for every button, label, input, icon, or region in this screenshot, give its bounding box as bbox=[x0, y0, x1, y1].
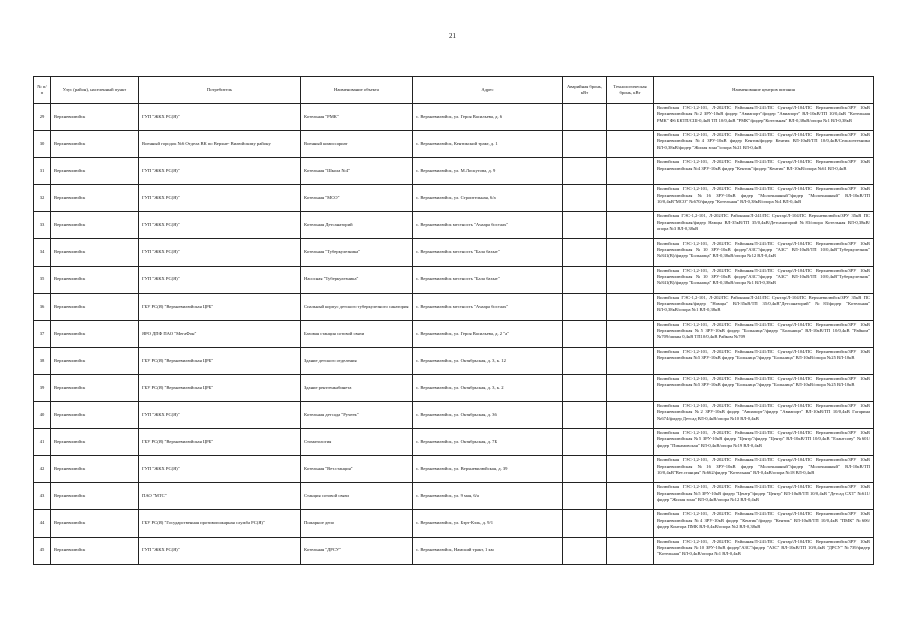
district-cell: Верхневилюйск bbox=[51, 104, 139, 131]
power-center-text: Вилюйская ГЭС-1,2-101, Л-202/ПС Районная/Л-241/ПС Сунтар/Л-104/ПС Верхневилюйск/ЗРУ 10кВ Верхневилюйская №4 ЗРУ-10кВ фидер Кентик/фидер Кентик ВЛ-10кВ/ТП 10/0,4кВ/Сельхозтехника ВЛ-0,38кВ/фидер "Жилая зона"/опора №21 ВЛ-0,4кВ bbox=[657, 132, 870, 150]
power-center-cell bbox=[654, 429, 874, 456]
object-name-cell: Котельная "Туберкулезника" bbox=[301, 239, 413, 266]
object-name-cell: Котельная "ДРСУ" bbox=[301, 537, 413, 564]
consumer-cell: ГБУ РС(Я) "Государственная противопожарная служба РС(Я)" bbox=[139, 510, 301, 537]
district-cell: Верхневилюйск bbox=[51, 374, 139, 401]
table-row bbox=[34, 347, 874, 374]
power-center-cell bbox=[654, 266, 874, 293]
address-cell: с. Верхневилюйск, ул. Бэрт-Кэль, д. 9/1 bbox=[413, 510, 563, 537]
row-number-cell: 36 bbox=[34, 293, 51, 320]
technological-reserve-cell bbox=[607, 429, 654, 456]
emergency-reserve-cell bbox=[563, 429, 607, 456]
district-cell: Верхневилюйск bbox=[51, 402, 139, 429]
row-number-cell: 45 bbox=[34, 537, 51, 564]
row-number-cell: 33 bbox=[34, 212, 51, 239]
table-row bbox=[34, 483, 874, 510]
emergency-reserve-cell bbox=[563, 104, 607, 131]
technological-reserve-cell bbox=[607, 320, 654, 347]
address-cell: с. Верхневилюйск, ул. М.Лоскутова, д. 9 bbox=[413, 158, 563, 185]
emergency-reserve-cell bbox=[563, 185, 607, 212]
address-cell: с. Верхневилюйск, ул. Строительная, 6/а bbox=[413, 185, 563, 212]
district-cell: Верхневилюйск bbox=[51, 185, 139, 212]
address-cell: с. Верхневилюйск местность "Бала бахыт" bbox=[413, 266, 563, 293]
table-row bbox=[34, 104, 874, 131]
technological-reserve-cell bbox=[607, 104, 654, 131]
consumer-cell: ГУП "ЖКХ РС(Я)" bbox=[139, 104, 301, 131]
technological-reserve-cell bbox=[607, 293, 654, 320]
power-center-text: Вилюйская ГЭС-1,2-101, Л-202/ПС Районная/Л-241/ПС Сунтар/Л-104/ПС Верхневилюйск/ЗРУ 10кВ Верхневилюйская №4 ЗРУ-10кВ фидер "Кентик"/фидер "Кентик" ВЛ-10кВ/ТП 10/0,4кВ "ПМК" №606/фидер Контора ПМК ВЛ-0,4кВ/опора №2 ВЛ-0,38кВ bbox=[657, 511, 870, 530]
power-center-text: Вилюйская ГЭС-1,2-101, Л-202/ПС Районная/Л-241/ПС Сунтар/Л-104/ПС Верхневилюйск/ЗРУ 35кВ ПС Верхневилюйская/фидер "Намцы" ВЛ-35кВ/ТП 35/0,4кВ"Детсанаторий" №83/фидер "Котельная" ВЛ-0,38кВ/опора №1 ВЛ-0,38кВ bbox=[657, 294, 870, 313]
row-number-cell: 35 bbox=[34, 266, 51, 293]
consumer-cell: ГУП "ЖКХ РС(Я)" bbox=[139, 185, 301, 212]
power-center-text: Вилюйская ГЭС-1,2-101, Л-202/ПС Районная/Л-241/ПС Сунтар/Л-104/ПС Верхневилюйск/ЗРУ 10кВ Верхневилюйская №5 ЗРУ-10кВ фидер "Больница"/фидер "Больница" ВЛ-10кВ/опора №25 ВЛ-10кВ bbox=[657, 348, 870, 361]
district-cell: Верхневилюйск bbox=[51, 266, 139, 293]
power-center-cell bbox=[654, 185, 874, 212]
emergency-reserve-cell bbox=[563, 239, 607, 266]
technological-reserve-cell bbox=[607, 402, 654, 429]
object-name-cell: Котельная "РМК" bbox=[301, 104, 413, 131]
emergency-reserve-cell bbox=[563, 347, 607, 374]
power-center-cell bbox=[654, 483, 874, 510]
object-name-cell: Котельная "Школа №4" bbox=[301, 158, 413, 185]
row-number-cell: 43 bbox=[34, 483, 51, 510]
table-row bbox=[34, 456, 874, 483]
emergency-reserve-cell bbox=[563, 510, 607, 537]
technological-reserve-cell bbox=[607, 212, 654, 239]
technological-reserve-cell bbox=[607, 456, 654, 483]
header-emergency-reserve: Аварийная бронь, кВт bbox=[563, 77, 607, 104]
table-row bbox=[34, 158, 874, 185]
address-cell: с. Верхневилюйск, ул. Героя Васильева, д. 6 bbox=[413, 104, 563, 131]
table-row bbox=[34, 212, 874, 239]
row-number-cell: 32 bbox=[34, 185, 51, 212]
district-cell: Верхневилюйск bbox=[51, 347, 139, 374]
emergency-reserve-cell bbox=[563, 374, 607, 401]
row-number-cell: 44 bbox=[34, 510, 51, 537]
technological-reserve-cell bbox=[607, 266, 654, 293]
technological-reserve-cell bbox=[607, 185, 654, 212]
table-row bbox=[34, 537, 874, 564]
emergency-reserve-cell bbox=[563, 131, 607, 158]
power-center-cell bbox=[654, 402, 874, 429]
table-row bbox=[34, 266, 874, 293]
district-cell: Верхневилюйск bbox=[51, 131, 139, 158]
address-cell: с. Верхневилюйск, ул. 9 мая, 6/а bbox=[413, 483, 563, 510]
object-name-cell: Насосная "Туберкулезника" bbox=[301, 266, 413, 293]
table-row bbox=[34, 374, 874, 401]
power-center-text: Вилюйская ГЭС-1,2-101, Л-202/ПС Районная/Л-241/ПС Сунтар/Л-104/ПС Верхневилюйск/ЗРУ 10кВ Верхневилюйская №2 ЗРУ-10кВ фидер "Авиапорт"/фидер "Авиапорт" ВЛ-10кВ/ТП 10/0,4кВ "Котельная РМК" Ф6 БКТП/СШ-0,4кВ ТП 10/0,4кВ "РМК"/фидер"Котельная" ВЛ-0,38кВ/опора №1 ВЛ-0,38кВ bbox=[657, 105, 870, 123]
address-cell: с. Верхневилюйск местность "Ачаара бостаах" bbox=[413, 293, 563, 320]
object-name-cell: Котельная "Вет.станция" bbox=[301, 456, 413, 483]
row-number-cell: 34 bbox=[34, 239, 51, 266]
address-cell: с. Верхневилюйск, Намский тракт, 1 км bbox=[413, 537, 563, 564]
header-power-centers: Наименование центров питания bbox=[654, 77, 874, 104]
technological-reserve-cell bbox=[607, 347, 654, 374]
address-cell: с. Верхневилюйск, ул. Октябрьская, д. 3, к. 2 bbox=[413, 374, 563, 401]
district-cell: Верхневилюйск bbox=[51, 537, 139, 564]
consumer-cell: ЯРО ДПФ ПАО "МегаФон" bbox=[139, 320, 301, 347]
address-cell: с. Верхневилюйск, ул. Героя Васильева, д. 2 "а" bbox=[413, 320, 563, 347]
object-name-cell: Станция сотовой связи bbox=[301, 483, 413, 510]
header-consumer: Потребитель bbox=[139, 77, 301, 104]
emergency-reserve-cell bbox=[563, 320, 607, 347]
emergency-reserve-cell bbox=[563, 456, 607, 483]
table-row bbox=[34, 239, 874, 266]
row-number-cell: 40 bbox=[34, 402, 51, 429]
technological-reserve-cell bbox=[607, 537, 654, 564]
consumer-cell: ГБУ РС(Я) "Верхневилюйская ЦРБ" bbox=[139, 374, 301, 401]
table-row bbox=[34, 293, 874, 320]
consumer-cell: ГБУ РС(Я) "Верхневилюйская ЦРБ" bbox=[139, 347, 301, 374]
power-center-text: Вилюйская ГЭС-1,2-101, Л-202/ПС Районная/Л-241/ПС Сунтар/Л-104/ПС Верхневилюйск/ЗРУ 10кВ Верхневилюйская №5 ЗРУ-10кВ фидер "Больница"/фидер "Больница" ВЛ-10кВ/опора №25 ВЛ-10кВ bbox=[657, 375, 870, 388]
power-center-text: Вилюйская ГЭС-1,2-101, Л-202/ПС Районная/Л-241/ПС Сунтар/Л-104/ПС Верхневилюйск/ЗРУ 10кВ Верхневилюйская №2 ЗРУ-10кВ фидер "Авиапорт"/фидер "Авиапорт" ВЛ-10кВ/ТП 10/0,4кВ Гагарина №674/фидер Детсад ВЛ-0,4кВ/опора №10 ВЛ-0,4кВ bbox=[657, 403, 870, 421]
power-center-cell bbox=[654, 293, 874, 320]
row-number-cell: 42 bbox=[34, 456, 51, 483]
district-cell: Верхневилюйск bbox=[51, 510, 139, 537]
row-number-cell: 41 bbox=[34, 429, 51, 456]
address-cell: с. Верхневилюйск, ул. Верхневилюйская, д. 39 bbox=[413, 456, 563, 483]
emergency-reserve-cell bbox=[563, 212, 607, 239]
district-cell: Верхневилюйск bbox=[51, 320, 139, 347]
power-center-cell bbox=[654, 320, 874, 347]
row-number-cell: 30 bbox=[34, 131, 51, 158]
power-center-text: Вилюйская ГЭС-1,2-101, Л-202/ПС Районная/Л-241/ПС Сунтар/Л-104/ПС Верхневилюйск/ЗРУ 10кВ Верхневилюйская №16 ЗРУ-10кВ фидер "Молочнаяный"/фидер "Молочнаяный" ВЛ-10кВ/ТП 10/0,4кВ"МСО" №670/фидер "Котельная" ВЛ-0,38кВ/опора №4 ВЛ-0,4кВ bbox=[657, 186, 870, 204]
table-row bbox=[34, 320, 874, 347]
address-cell: с. Верхневилюйск местность "Бала бахыт" bbox=[413, 239, 563, 266]
emergency-reserve-cell bbox=[563, 158, 607, 185]
row-number-cell: 29 bbox=[34, 104, 51, 131]
table-header-row bbox=[34, 77, 874, 104]
header-address: Адрес bbox=[413, 77, 563, 104]
table-row bbox=[34, 185, 874, 212]
table-row bbox=[34, 131, 874, 158]
technological-reserve-cell bbox=[607, 131, 654, 158]
consumer-cell: Военный городок №6 Отдела ВК по Верхне- Вилюйскому району bbox=[139, 131, 301, 158]
power-center-text: Вилюйская ГЭС-1,2-101, Л-202/ПС Районная/Л-241/ПС Сунтар/Л-104/ПС Верхневилюйск/ЗРУ 10кВ Верхневилюйская №5 ЗРУ-10кВ фидер "Центр"/фидер "Центр" ВЛ-10кВ/ТП 10/0,4кВ "Детсад СХТ" №611/фидер "Жилая зона" ВЛ-0,4кВ/опора №12 ВЛ-0,4кВ bbox=[657, 484, 870, 502]
header-object-name: Наименование объекта bbox=[301, 77, 413, 104]
address-cell: с. Верхневилюйск, ул. Октябрьская, д. 3, к. 12 bbox=[413, 347, 563, 374]
power-center-cell bbox=[654, 347, 874, 374]
district-cell: Верхневилюйск bbox=[51, 239, 139, 266]
address-cell: с. Верхневилюйск, ул. Октябрьская, д. 36 bbox=[413, 402, 563, 429]
power-supply-table bbox=[33, 76, 874, 565]
power-center-cell bbox=[654, 374, 874, 401]
consumer-cell: ГУП "ЖКХ РС(Я)" bbox=[139, 212, 301, 239]
technological-reserve-cell bbox=[607, 374, 654, 401]
power-center-cell bbox=[654, 537, 874, 564]
power-center-text: Вилюйская ГЭС-1,2-101, Л-202/ПС Районная/Л-241/ПС Сунтар/Л-104/ПС Верхневилюйск/ЗРУ 10кВ Верхневилюйская №10 ЗРУ-10кВ фидер"АЗС"/фидер "АЗС" ВЛ-10кВ/ТП 10/0,4кВ "ДРСУ" №739/фидер "Котельная" ВЛ-0,4кВ/опора №1 ВЛ-0,4кВ bbox=[657, 538, 870, 557]
row-number-cell: 37 bbox=[34, 320, 51, 347]
object-name-cell: Военный комиссариат bbox=[301, 131, 413, 158]
page-number: 21 bbox=[449, 32, 456, 40]
power-center-cell bbox=[654, 212, 874, 239]
power-center-cell bbox=[654, 510, 874, 537]
power-center-text: Вилюйская ГЭС-1,2-101, Л-202/ПС Районная/Л-241/ПС Сунтар/Л-104/ПС Верхневилюйск/ЗРУ 10кВ Верхневилюйская №16 ЗРУ-10кВ фидер "Молочнаяный"/фидер "Молочнаяный" ВЛ-10кВ/ТП 10/0,4кВ"Вет.станция" №662/фидер "Котельная" ВЛ-0,4кВ/опора №18 ВЛ-0,4кВ bbox=[657, 457, 870, 475]
address-cell: с. Верхневилюйск, ул. Октябрьская, д. 7Б bbox=[413, 429, 563, 456]
power-center-text: Вилюйская ГЭС-1,2-101, Л-202/ПС Районная/Л-241/ПС Сунтар/Л-104/ПС Верхневилюйск/ЗРУ 10кВ Верхневилюйская №5 ЗРУ-10кВ фидер "Больница"/фидер "Больница" ВЛ-10кВ/ТП 10/0,4кВ "Райком" №709/шины 0,4кВ ТП10/0,4кВ Райком №709 bbox=[657, 321, 870, 340]
table-row bbox=[34, 510, 874, 537]
technological-reserve-cell bbox=[607, 158, 654, 185]
object-name-cell: Здание детского отделения bbox=[301, 347, 413, 374]
power-center-text: Вилюйская ГЭС-1,2-101, Л-202/ПС Районная/Л-241/ПС Сунтар/Л-104/ПС Верхневилюйск/ЗРУ 35кВ ПС Верхневилюйская/фидер Намцы ВЛ-35кВ/ТП 35/0,4кВ/Детсанаторий №83/опора Котельная ВЛ-0,38кВ/опора №3 ВЛ-0,38кВ bbox=[657, 213, 870, 232]
header-number: № п/п bbox=[34, 77, 51, 104]
power-center-cell bbox=[654, 131, 874, 158]
consumer-cell: ГУП "ЖКХ РС(Я)" bbox=[139, 239, 301, 266]
consumer-cell: ГУП "ЖКХ РС(Я)" bbox=[139, 158, 301, 185]
table-row bbox=[34, 402, 874, 429]
emergency-reserve-cell bbox=[563, 266, 607, 293]
district-cell: Верхневилюйск bbox=[51, 293, 139, 320]
district-cell: Верхневилюйск bbox=[51, 212, 139, 239]
object-name-cell: Здание рентгенкабинета bbox=[301, 374, 413, 401]
power-center-text: Вилюйская ГЭС-1,2-101, Л-202/ПС Районная/Л-241/ПС Сунтар/Л-104/ПС Верхневилюйск/ЗРУ 10кВ Верхневилюйская №10 ЗРУ-10кВ фидер"АЗС"/фидер "АЗС" ВЛ-10кВ/ТП 10/0,4кВ"Туберкулезник" №841(В)/фидер "Больница" ВЛ-0,38кВ/опора №12 ВЛ-0,4кВ bbox=[657, 240, 870, 259]
power-center-text: Вилюйская ГЭС-1,2-101, Л-202/ПС Районная/Л-241/ПС Сунтар/Л-104/ПС Верхневилюйск/ЗРУ 10кВ Верхневилюйская №5 ЗРУ-10кВ фидер "Центр"/фидер "Центр" ВЛ-10кВ/ТП 10/0,4кВ "Елантсову" №601/фидер "Пикамовская" ВЛ-0,4кВ/опора №19 ВЛ-0,4кВ bbox=[657, 430, 870, 448]
address-cell: с. Верхневилюйск местность "Ачаара бостаах" bbox=[413, 212, 563, 239]
district-cell: Верхневилюйск bbox=[51, 158, 139, 185]
table-body bbox=[34, 104, 874, 565]
district-cell: Верхневилюйск bbox=[51, 429, 139, 456]
district-cell: Верхневилюйск bbox=[51, 456, 139, 483]
object-name-cell: Котельная детсада "Ручеек" bbox=[301, 402, 413, 429]
emergency-reserve-cell bbox=[563, 537, 607, 564]
object-name-cell: Пожарное депо bbox=[301, 510, 413, 537]
technological-reserve-cell bbox=[607, 483, 654, 510]
consumer-cell: ГБУ РС(Я) "Верхневилюйская ЦРБ" bbox=[139, 429, 301, 456]
row-number-cell: 31 bbox=[34, 158, 51, 185]
header-district: Улус (район), населенный пункт bbox=[51, 77, 139, 104]
object-name-cell: Стоматология bbox=[301, 429, 413, 456]
row-number-cell: 39 bbox=[34, 374, 51, 401]
emergency-reserve-cell bbox=[563, 293, 607, 320]
object-name-cell: Базовая станция сотовой связи bbox=[301, 320, 413, 347]
district-cell: Верхневилюйск bbox=[51, 483, 139, 510]
object-name-cell: Спальный корпус детского туберкулезного санатория bbox=[301, 293, 413, 320]
consumer-cell: ПАО "МТС" bbox=[139, 483, 301, 510]
power-center-text: Вилюйская ГЭС-1,2-101, Л-202/ПС Районная/Л-241/ПС Сунтар/Л-104/ПС Верхневилюйск/ЗРУ 10кВ Верхневилюйская №4 ЗРУ-10кВ фидер "Кентик"/фидер "Кентик" ВЛ-10кВ/опора №61 ВЛ-0,4кВ bbox=[657, 159, 870, 171]
table-row bbox=[34, 429, 874, 456]
consumer-cell: ГУП "ЖКХ РС(Я)" bbox=[139, 456, 301, 483]
row-number-cell: 38 bbox=[34, 347, 51, 374]
power-center-text: Вилюйская ГЭС-1,2-101, Л-202/ПС Районная/Л-241/ПС Сунтар/Л-104/ПС Верхневилюйск/ЗРУ 10кВ Верхневилюйская №10 ЗРУ-10кВ фидер"АЗС"/фидер "АЗС" ВЛ-10кВ/ТП 10/0,4кВ"Туберкулезник" №841(В)/фидер "Больница" ВЛ-0,38кВ/опора №1 ВЛ-0,38кВ bbox=[657, 267, 870, 286]
header-technological-reserve: Технологическая бронь, кВт bbox=[607, 77, 654, 104]
technological-reserve-cell bbox=[607, 239, 654, 266]
consumer-cell: ГУП "ЖКХ РС(Я)" bbox=[139, 537, 301, 564]
technological-reserve-cell bbox=[607, 510, 654, 537]
power-center-cell bbox=[654, 456, 874, 483]
object-name-cell: Котельная Детсанаторий bbox=[301, 212, 413, 239]
emergency-reserve-cell bbox=[563, 402, 607, 429]
consumer-cell: ГБУ РС(Я) "Верхневилюйская ЦРБ" bbox=[139, 293, 301, 320]
emergency-reserve-cell bbox=[563, 483, 607, 510]
consumer-cell: ГУП "ЖКХ РС(Я)" bbox=[139, 402, 301, 429]
power-center-cell bbox=[654, 104, 874, 131]
object-name-cell: Котельная "МСО" bbox=[301, 185, 413, 212]
power-center-cell bbox=[654, 239, 874, 266]
address-cell: с. Верхневилюйск, Кентикский тракт, д. 1 bbox=[413, 131, 563, 158]
consumer-cell: ГУП "ЖКХ РС(Я)" bbox=[139, 266, 301, 293]
power-center-cell bbox=[654, 158, 874, 185]
